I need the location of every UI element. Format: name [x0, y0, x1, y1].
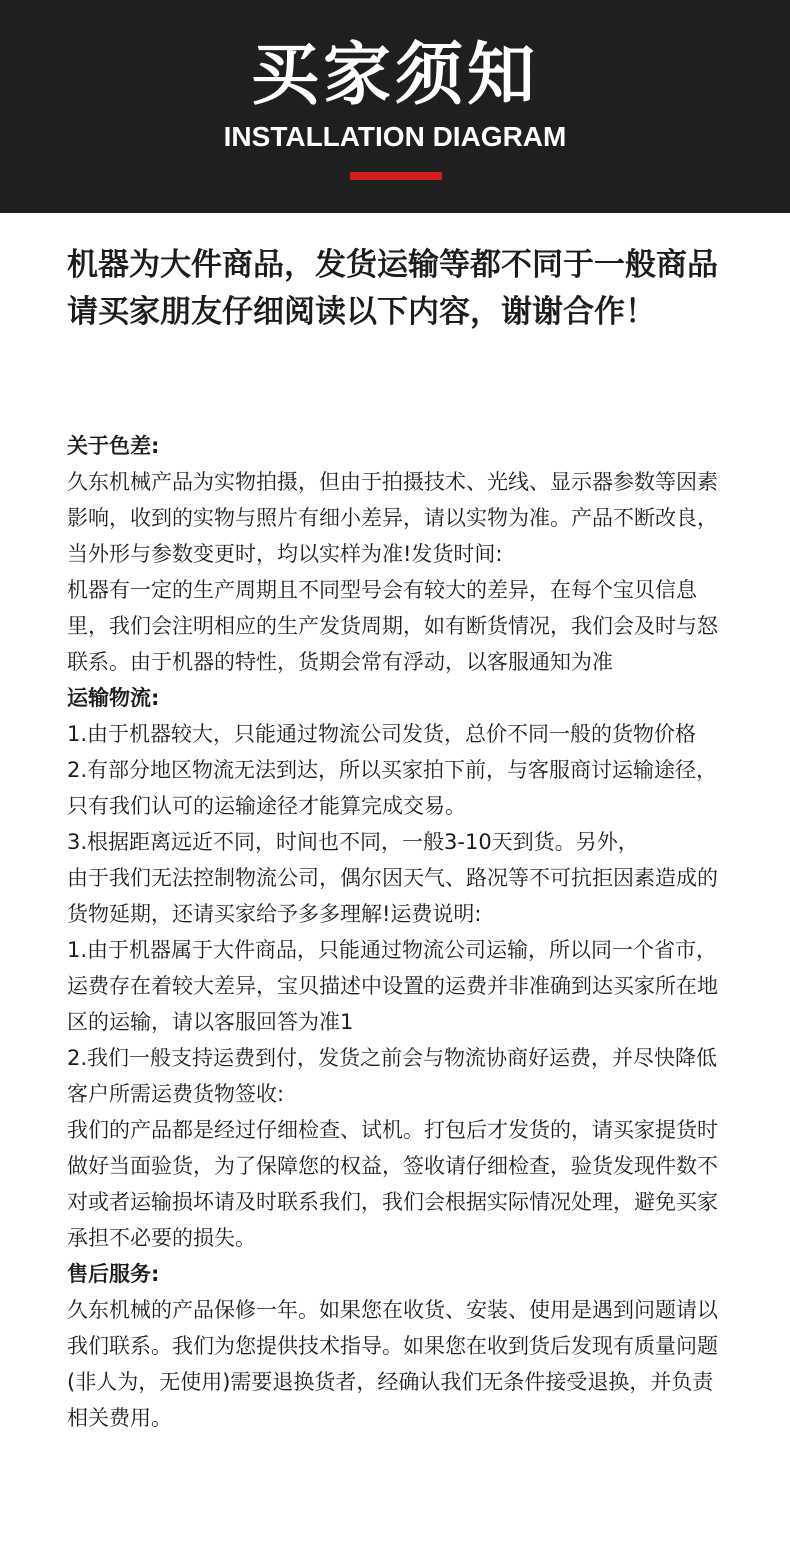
- paragraph: 3.根据距离远近不同，时间也不同，一般3-10天到货。另外，: [67, 830, 639, 854]
- paragraph: 机器有一定的生产周期且不同型号会有较大的差异，在每个宝贝信息里，我们会注明相应的生产发货周期，如有断货情况，我们会及时与怒联系。由于机器的特性，货期会常有浮动，以客服通知为准: [67, 578, 718, 674]
- paragraph: 2.我们一般支持运费到付，发货之前会与物流协商好运费，并尽快降低客户所需运费货物签收:: [67, 1046, 718, 1106]
- section-title-logistics: 运输物流:: [67, 686, 160, 710]
- section-title-color-difference: 关于色差:: [67, 434, 160, 458]
- header-banner: [0, 0, 790, 213]
- page-title: 买家须知: [250, 36, 539, 115]
- page-subtitle: INSTALLATION DIAGRAM: [223, 121, 567, 152]
- paragraph: 1.由于机器属于大件商品，只能通过物流公司运输，所以同一个省市，运费存在着较大差异，宝贝描述中设置的运费并非准确到达买家所在地区的运输，请以客服回答为准1: [67, 938, 718, 1034]
- paragraph: 1.由于机器较大，只能通过物流公司发货，总价不同一般的货物价格: [67, 722, 697, 746]
- intro-text: 机器为大件商品，发货运输等都不同于一般商品请买家朋友仔细阅读以下内容，谢谢合作！: [67, 247, 718, 330]
- paragraph: 久东机械的产品保修一年。如果您在收货、安装、使用是遇到问题请以我们联系。我们为您提供技术指导。如果您在收到货后发现有质量问题(非人为，无使用)需要退换货者，经确认我们无条件接受退换，并负责相关费用。: [67, 1298, 718, 1430]
- section-title-after-sales: 售后服务:: [67, 1262, 160, 1286]
- notice-content: [67, 428, 731, 1436]
- accent-bar: [350, 172, 442, 180]
- paragraph: 我们的产品都是经过仔细检查、试机。打包后才发货的，请买家提货时做好当面验货，为了保障您的权益，签收请仔细检查，验货发现件数不对或者运输损坏请及时联系我们，我们会根据实际情况处理，避免买家承担不必要的损失。: [67, 1118, 718, 1250]
- paragraph: 2.有部分地区物流无法到达，所以买家拍下前，与客服商讨运输途径，只有我们认可的运输途径才能算完成交易。: [67, 758, 718, 818]
- paragraph: 由于我们无法控制物流公司，偶尔因天气、路况等不可抗拒因素造成的货物延期，还请买家给予多多理解!运费说明:: [67, 866, 718, 926]
- paragraph: 久东机械产品为实物拍摄，但由于拍摄技术、光线、显示器参数等因素影响，收到的实物与照片有细小差异，请以实物为准。产品不断改良，当外形与参数变更时，均以实样为准!发货时间:: [67, 470, 718, 566]
